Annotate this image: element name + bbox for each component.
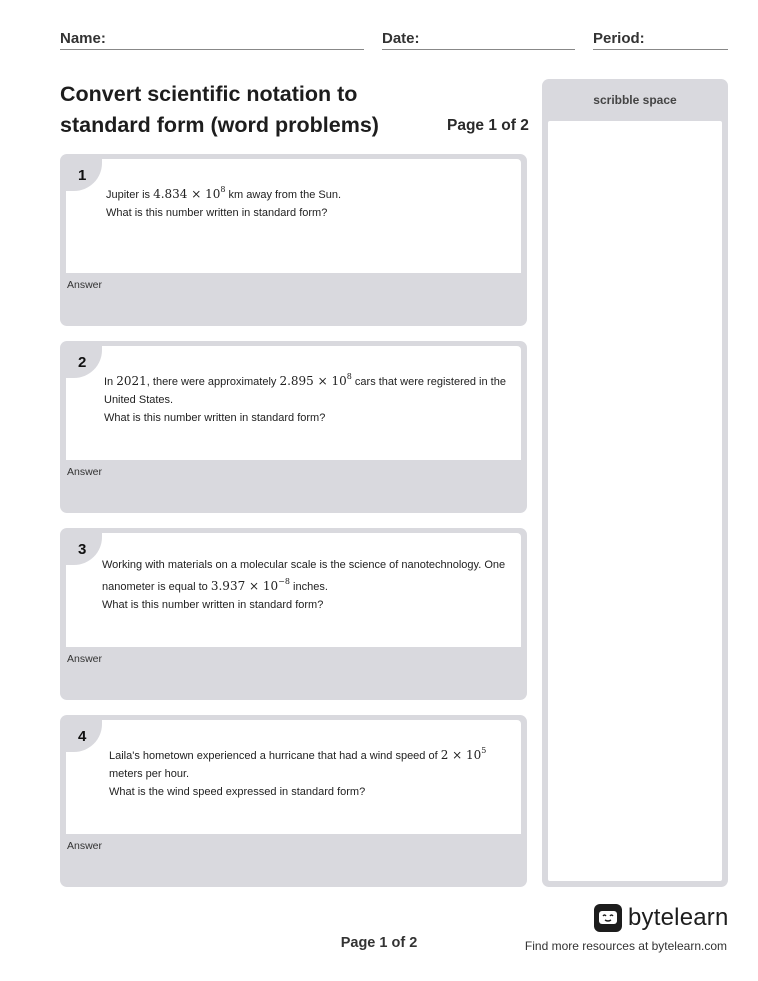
- page-indicator-bottom: Page 1 of 2: [340, 935, 418, 951]
- scribble-area[interactable]: [548, 121, 722, 881]
- question-text-part: cars that were registered in the: [351, 376, 506, 388]
- question-text: [104, 369, 524, 427]
- scribble-panel: [542, 79, 728, 887]
- question-prompt: What is this number written in standard form?: [102, 599, 324, 611]
- question-prompt: What is the wind speed expressed in standard form?: [109, 786, 366, 798]
- question-text-part: km away from the Sun.: [225, 189, 342, 201]
- date-field[interactable]: [382, 30, 575, 50]
- question-body: [66, 346, 521, 460]
- question-body: [66, 159, 521, 273]
- math-base: 2 × 10: [440, 748, 482, 762]
- name-label: Name:: [60, 30, 106, 47]
- page-indicator-top: Page 1 of 2: [447, 117, 529, 134]
- period-label: Period:: [593, 30, 645, 47]
- question-number: 3: [78, 541, 87, 558]
- question-text-line: meters per hour.: [109, 768, 190, 780]
- brand-logo[interactable]: [594, 904, 729, 932]
- math-year: 2021: [116, 374, 147, 388]
- worksheet-title: Convert scientific notation to standard form (word problems): [60, 82, 379, 137]
- question-prompt: What is this number written in standard form?: [104, 412, 326, 424]
- question-number-tab: [66, 346, 102, 378]
- math-expression: [279, 374, 351, 388]
- question-text-part: inches.: [289, 581, 328, 593]
- question-number-tab: [66, 720, 102, 752]
- question-body: [66, 533, 521, 647]
- answer-label: Answer: [67, 840, 103, 852]
- question-body: [66, 720, 521, 834]
- date-label: Date:: [382, 30, 420, 47]
- question-text-line: Working with materials on a molecular scale is the science of nanotechnology. One: [102, 559, 506, 571]
- math-expression: [153, 187, 225, 201]
- question-number: 1: [78, 167, 87, 184]
- question-text: [102, 556, 527, 614]
- answer-label: Answer: [67, 279, 103, 291]
- question-text: [106, 182, 526, 222]
- question-number: 4: [78, 728, 87, 745]
- math-base: 3.937 × 10: [210, 579, 279, 593]
- footer-note: Find more resources at bytelearn.com: [524, 939, 727, 953]
- question-number-tab: [66, 533, 102, 565]
- question-text: [109, 743, 529, 801]
- question-card-2: [60, 341, 527, 513]
- question-text-part: Jupiter is: [106, 189, 154, 201]
- scribble-title: scribble space: [593, 93, 677, 107]
- math-expression: [211, 579, 290, 593]
- question-text-line: United States.: [104, 394, 174, 406]
- math-expression: [441, 748, 487, 762]
- question-number-tab: [66, 159, 102, 191]
- math-exponent: 8: [346, 372, 352, 381]
- question-number: 2: [78, 354, 87, 371]
- name-field[interactable]: [60, 30, 364, 50]
- question-text-part: nanometer is equal to: [102, 581, 211, 593]
- question-card-3: [60, 528, 527, 700]
- bytelearn-logo-icon: [594, 904, 622, 932]
- brand-name: bytelearn: [628, 904, 729, 931]
- question-text-part: In: [104, 376, 117, 388]
- question-prompt: What is this number written in standard form?: [106, 207, 328, 219]
- math-exponent: 5: [481, 746, 487, 755]
- math-exponent: 8: [220, 185, 226, 194]
- answer-label: Answer: [67, 466, 103, 478]
- answer-label: Answer: [67, 653, 103, 665]
- math-exponent: −8: [278, 577, 290, 586]
- math-base: 4.834 × 10: [153, 187, 221, 201]
- math-base: 2.895 × 10: [279, 374, 347, 388]
- question-text-part: Laila's hometown experienced a hurricane that had a wind speed of: [109, 750, 441, 762]
- question-card-4: [60, 715, 527, 887]
- question-text-part: , there were approximately: [146, 376, 280, 388]
- question-card-1: [60, 154, 527, 326]
- period-field[interactable]: [593, 30, 728, 50]
